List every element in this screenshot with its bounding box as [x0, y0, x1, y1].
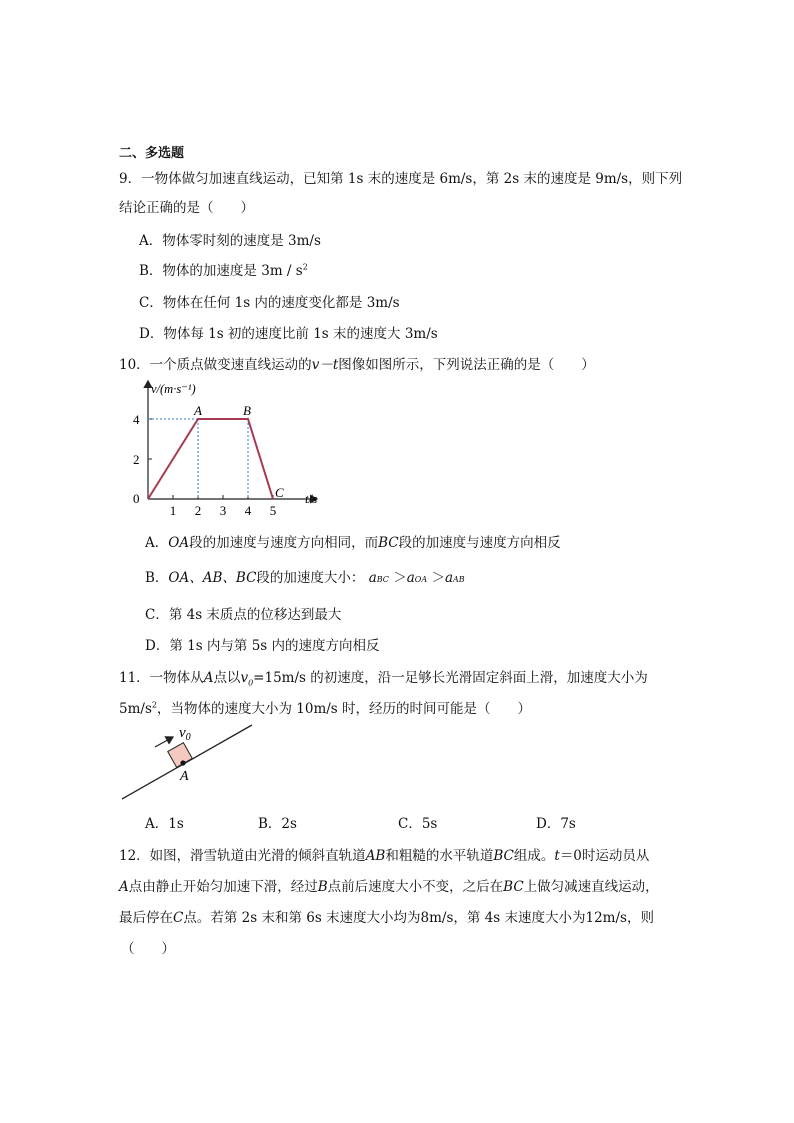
point-label-c: C [275, 485, 284, 500]
q11-l1-sub: 0 [248, 678, 254, 688]
q10-option-a[interactable] [145, 531, 561, 551]
q11-l1-post: =15m/s 的初速度，沿一足够长光滑固定斜面上滑，加速度大小为 [253, 670, 648, 686]
q11-stem-line2 [119, 697, 531, 717]
q11-option-a[interactable]: A．1s [145, 816, 184, 832]
q10-stem-post: 图像如图所示，下列说法正确的是（ ） [338, 357, 595, 373]
q12-l1-a: 12．如图，滑雪轨道由光滑的倾斜直轨道 [119, 848, 366, 864]
q11-l1-v: v [240, 670, 249, 686]
q10-option-b-sub-ab: AB [453, 575, 465, 584]
q9-stem-line1: 9．一物体做匀加速直线运动，已知第 1s 末的速度是 6m/s，第 2s 末的速度是 9m/s，则下列 [119, 171, 683, 187]
q11-l1-pre: 11．一物体从 [119, 670, 204, 686]
q9-option-a[interactable]: A．物体零时刻的速度是 3m/s [139, 233, 321, 249]
incline-figure [118, 718, 258, 803]
point-label-b: B [243, 403, 251, 418]
q12-l2-b: 点由静止开始匀加速下滑，经过 [128, 879, 318, 895]
x-tick-label-3: 3 [219, 503, 227, 518]
q10-stem-var: v－t [311, 357, 339, 373]
origin-label: 0 [133, 491, 140, 506]
q10-option-b-letter: B． [145, 570, 169, 586]
point-a-label: A [180, 769, 189, 784]
q12-l1-d: ＝0时运动员从 [559, 848, 650, 864]
x-axis-label: t/s [305, 491, 318, 506]
vt-graph [125, 375, 325, 520]
q10-option-a-bc: BC [378, 535, 399, 551]
q12-l2-a: A [119, 879, 129, 895]
q12-l2-bb: B [317, 879, 328, 895]
q10-option-b-a1: a [368, 570, 377, 586]
q12-l2-d: 上做匀减速直线运动， [523, 879, 659, 895]
x-tick-label-4: 4 [244, 503, 252, 518]
y-axis-label: v/(m·s⁻¹) [151, 382, 196, 396]
x-tick-marks [173, 495, 273, 499]
v0-label-sub: 0 [185, 732, 191, 743]
q10-option-b-gt1: ＞ [393, 570, 407, 586]
v0-label-v: v [179, 725, 186, 741]
block [168, 743, 193, 768]
q10-option-d[interactable]: D．第 1s 内与第 5s 内的速度方向相反 [145, 638, 380, 654]
q12-l3-c: C [173, 910, 184, 926]
q10-stem-pre: 10．一个质点做变速直线运动的 [119, 357, 312, 373]
q9-option-d[interactable]: D．物体每 1s 初的速度比前 1s 末的速度大 3m/s [139, 326, 438, 342]
q9-option-b-unit: m / s [269, 263, 303, 279]
q12-l2-c: 点前后速度大小不变，之后在 [327, 879, 504, 895]
x-tick-label-5: 5 [269, 503, 277, 518]
q12-stem-line1 [119, 844, 649, 864]
q10-stem [119, 353, 595, 373]
q12-stem-line3 [119, 906, 654, 926]
guide-lines [148, 419, 248, 499]
q10-option-a-letter: A． [145, 535, 169, 551]
q12-l1-bc: BC [493, 848, 514, 864]
q11-l2-post: ，当物体的速度大小为 10m/s 时，经历的时间可能是（ ） [156, 701, 532, 717]
q12-l1-c: 组成。 [513, 848, 555, 864]
q9-option-b-exp: 2 [302, 262, 308, 272]
q9-option-b[interactable] [139, 259, 308, 279]
x-tick-label-2: 2 [194, 503, 202, 518]
y-tick-label-4: 4 [133, 412, 140, 427]
q10-option-a-oa: OA [168, 535, 190, 551]
q12-l3-b: 点。若第 2s 末和第 6s 末速度大小均为8m/s，第 4s 末速度大小为12m/s，则 [183, 910, 654, 926]
q10-option-b-segs: OA、AB、BC [168, 570, 257, 586]
q11-l2-exp: 2 [151, 700, 157, 710]
q11-l1-a: A [203, 670, 214, 686]
q10-option-b-a3: a [444, 570, 453, 586]
q12-stem-line2 [119, 875, 659, 895]
q10-option-a-mid: 段的加速度与速度方向相同，而 [189, 535, 379, 551]
section-title: 二、多选题 [119, 146, 185, 161]
point-label-a: A [194, 403, 202, 418]
x-tick-label-1: 1 [169, 503, 177, 518]
q10-option-b[interactable] [145, 566, 465, 586]
q10-option-b-mid: 段的加速度大小： [256, 570, 365, 586]
q9-option-b-text: B．物体的加速度是 3 [139, 263, 270, 279]
point-a-dot [180, 760, 185, 765]
q12-answer-bracket: （ ） [121, 941, 175, 957]
y-tick-label-2: 2 [133, 452, 140, 467]
q10-option-b-a2: a [406, 570, 415, 586]
q11-stem-line1 [119, 666, 648, 686]
q10-option-b-sub-oa: OA [414, 575, 428, 584]
q12-l2-bc: BC [503, 879, 524, 895]
q12-l1-ab: AB [365, 848, 386, 864]
q12-l1-t: t [554, 848, 560, 864]
q10-option-c[interactable]: C．第 4s 末质点的位移达到最大 [145, 607, 342, 623]
q11-l2-pre: 5m/s [119, 701, 152, 717]
q9-option-c[interactable]: C．物体在任何 1s 内的速度变化都是 3m/s [139, 295, 400, 311]
q10-option-b-sub-bc: BC [376, 575, 389, 584]
q11-option-c[interactable]: C．5s [398, 816, 438, 832]
q12-l1-b: 和粗糙的水平轨道 [385, 848, 494, 864]
q10-option-a-post: 段的加速度与速度方向相反 [398, 535, 561, 551]
q12-l3-a: 最后停在 [119, 910, 173, 926]
vt-line [148, 419, 273, 499]
v0-label [179, 725, 191, 743]
y-tick-marks [148, 419, 152, 459]
velocity-arrow [155, 737, 173, 747]
q10-option-b-gt2: ＞ [431, 570, 445, 586]
q11-option-d[interactable]: D．7s [536, 816, 576, 832]
q9-stem-line2: 结论正确的是（ ） [119, 200, 254, 216]
q11-l1-mid: 点以 [213, 670, 241, 686]
q11-option-b[interactable]: B．2s [258, 816, 297, 832]
